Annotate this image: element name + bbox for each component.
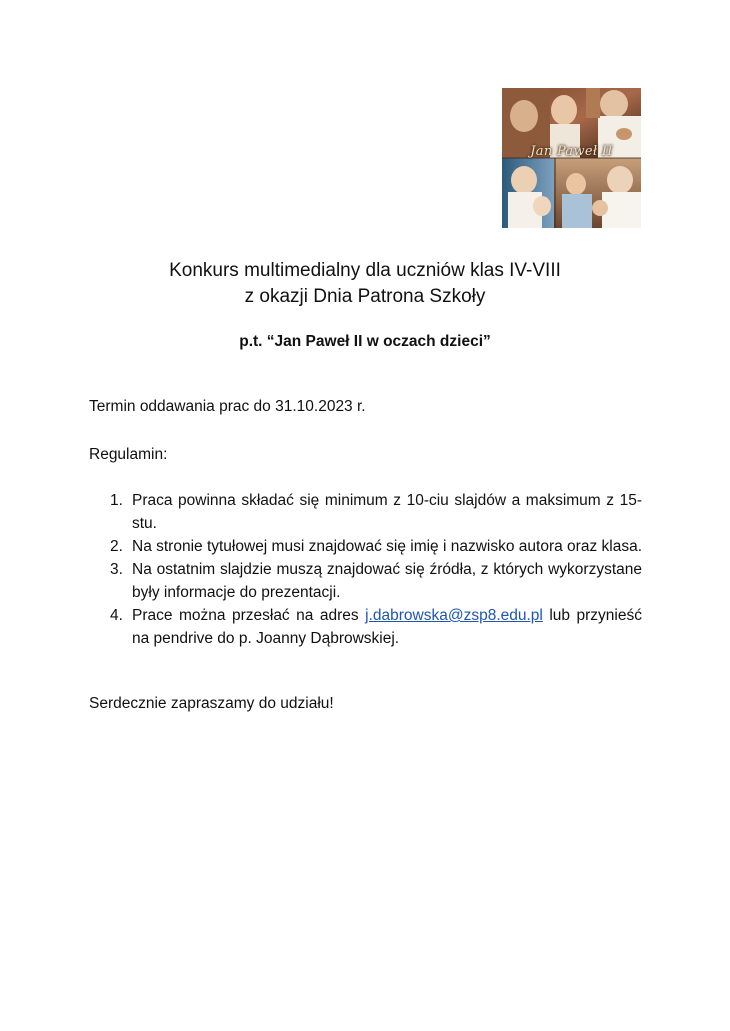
rule-number: 4. (110, 607, 123, 624)
email-link[interactable]: j.dabrowska@zsp8.edu.pl (365, 607, 543, 624)
title-line-2: z okazji Dnia Patrona Szkoły (244, 286, 486, 307)
title-line-1: Konkurs multimedialny dla uczniów klas IV-VIII (169, 260, 561, 281)
closing-text: Serdecznie zapraszamy do udziału! (89, 695, 334, 712)
contest-title (0, 258, 730, 310)
rule-item-2 (110, 535, 642, 558)
rule-text-before: Prace można przesłać na adres (132, 607, 359, 624)
rule-text: Praca powinna składać się minimum z 10-ciu slajdów a maksimum z 15-stu. (132, 492, 642, 532)
rule-item-3 (110, 558, 642, 604)
deadline-text: Termin oddawania prac do 31.10.2023 r. (89, 398, 366, 415)
contest-subtitle: p.t. “Jan Paweł II w oczach dzieci” (239, 333, 491, 350)
jan-pawel-collage-image (502, 88, 641, 228)
rule-number: 3. (110, 561, 123, 578)
rule-text: Na stronie tytułowej musi znajdować się imię i nazwisko autora oraz klasa. (132, 538, 642, 555)
rules-heading: Regulamin: (89, 446, 168, 463)
collage-caption: Jan Paweł II (530, 144, 613, 159)
rule-item-1 (110, 489, 642, 535)
rule-number: 2. (110, 538, 123, 555)
rule-number: 1. (110, 492, 123, 509)
rule-text-after: lub przynieść na pendrive do p. Joanny Dąbrowskiej. (132, 607, 642, 647)
rule-item-4 (110, 604, 642, 650)
rules-list (110, 489, 642, 650)
rule-text: Na ostatnim slajdzie muszą znajdować się źródła, z których wykorzystane były informacje do prezentacji. (132, 561, 642, 601)
